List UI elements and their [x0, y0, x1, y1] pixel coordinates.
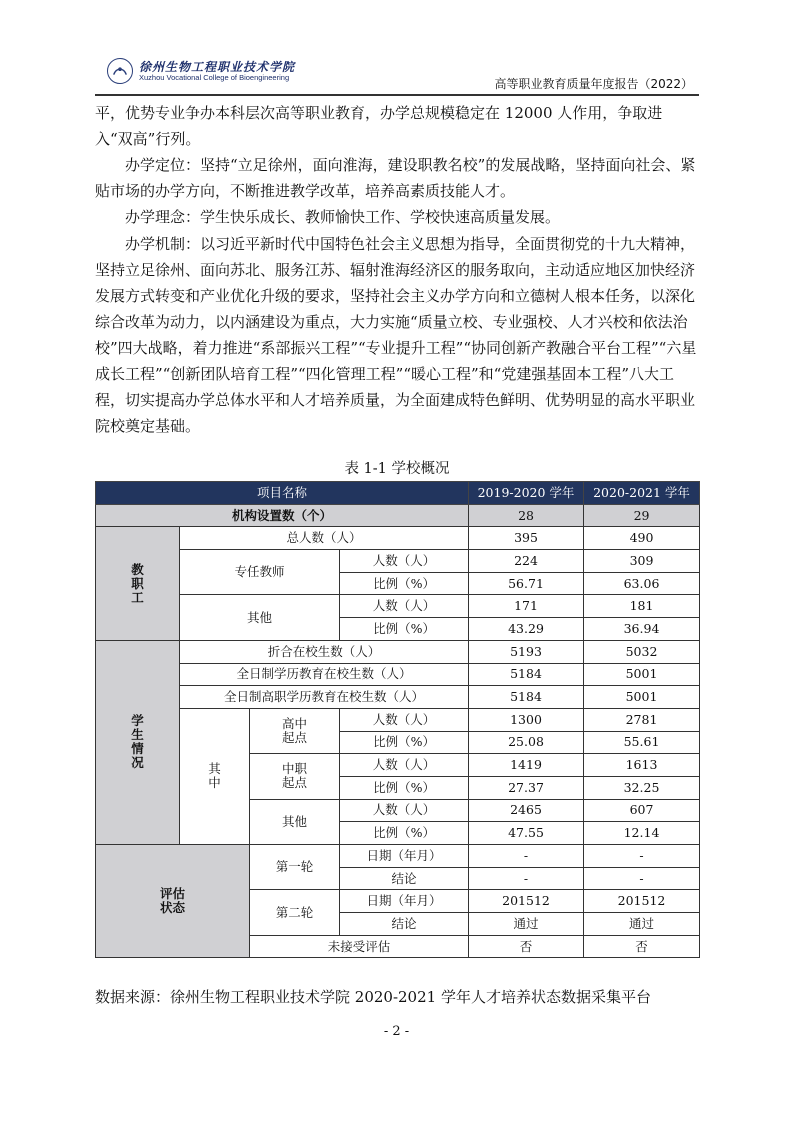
round2-label: 第二轮 [250, 890, 340, 935]
fulltime-ratio-label: 比例（%） [340, 572, 469, 595]
round1-date-label: 日期（年月） [340, 845, 469, 868]
header-item: 项目名称 [96, 482, 469, 505]
round1-date-y1: - [469, 845, 584, 868]
round1-result-y2: - [584, 867, 700, 890]
school-name-cn: 徐州生物工程职业技术学院 [139, 60, 296, 74]
staff-group-label: 教 职 工 [96, 527, 180, 640]
fulltime-degree-label: 全日制学历教育在校生数（人） [180, 663, 469, 686]
vocational-ratio-y1: 27.37 [469, 776, 584, 799]
table-row [96, 504, 700, 527]
other-ratio-label: 比例（%） [340, 618, 469, 641]
table-row [96, 845, 700, 868]
table-row [96, 708, 700, 731]
fulltime-count-y1: 224 [469, 550, 584, 573]
highschool-ratio-y2: 55.61 [584, 731, 700, 754]
round1-label: 第一轮 [250, 845, 340, 890]
highschool-ratio-label: 比例（%） [340, 731, 469, 754]
staff-total-label: 总人数（人） [180, 527, 469, 550]
vocational-count-y2: 1613 [584, 754, 700, 777]
other-ratio-y2: 36.94 [584, 618, 700, 641]
fulltime-count-y2: 309 [584, 550, 700, 573]
staff-total-y2: 490 [584, 527, 700, 550]
school-overview-table [95, 481, 700, 958]
other-student-count-label: 人数（人） [340, 799, 469, 822]
highschool-count-label: 人数（人） [340, 708, 469, 731]
paragraph-positioning: 办学定位：坚持“立足徐州，面向淮海，建设职教名校”的发展战略，坚持面向社会、紧贴市场的办学方向，不断推进教学改革，培养高素质技能人才。 [95, 156, 696, 200]
vocational-label: 中职 起点 [250, 754, 340, 799]
header-year-2: 2020-2021 学年 [584, 482, 700, 505]
table-row [96, 686, 700, 709]
header-year-1: 2019-2020 学年 [469, 482, 584, 505]
converted-label: 折合在校生数（人） [180, 640, 469, 663]
table-row [96, 550, 700, 573]
highschool-count-y1: 1300 [469, 708, 584, 731]
other-student-label: 其他 [250, 799, 340, 844]
vocational-ratio-y2: 32.25 [584, 776, 700, 799]
paragraph-mechanism: 办学机制：以习近平新时代中国特色社会主义思想为指导，全面贯彻党的十九大精神，坚持立足徐州、面向苏北、服务江苏、辐射淮海经济区的服务取向，主动适应地区加快经济发展方式转变和产业优化升级的要求，坚持社会主义办学方向和立德树人根本任务，以深化综合改革为动力，以内涵建设为重点，大力实施“质量立校、专业强校、人才兴校和依法治校”四大战略，着力推进“系部振兴工程”“专业提升工程”“协同创新产教融合平台工程”“六星成长工程”“创新团队培育工程”“四化管理工程”“暖心工程”和“党建强基固本工程”八大工程，切实提高办学总体水平和人才培养质量，为全面建成特色鲜明、优势明显的高水平职业院校奠定基础。 [95, 235, 697, 435]
other-staff-label: 其他 [180, 595, 340, 640]
fulltime-degree-y1: 5184 [469, 663, 584, 686]
org-y2: 29 [584, 504, 700, 527]
fulltime-higher-y1: 5184 [469, 686, 584, 709]
other-student-ratio-y2: 12.14 [584, 822, 700, 845]
table-row [96, 640, 700, 663]
round1-result-y1: - [469, 867, 584, 890]
page-header [95, 52, 699, 90]
report-title: 高等职业教育质量年度报告（2022） [494, 77, 693, 91]
round1-result-label: 结论 [340, 867, 469, 890]
fulltime-higher-label: 全日制高职学历教育在校生数（人） [180, 686, 469, 709]
school-name-en: Xuzhou Vocational College of Bioengineering [139, 73, 290, 82]
round2-date-y2: 201512 [584, 890, 700, 913]
vocational-count-y1: 1419 [469, 754, 584, 777]
converted-y1: 5193 [469, 640, 584, 663]
highschool-label: 高中 起点 [250, 708, 340, 753]
other-ratio-y1: 43.29 [469, 618, 584, 641]
highschool-count-y2: 2781 [584, 708, 700, 731]
table-header-row [96, 482, 700, 505]
other-student-ratio-label: 比例（%） [340, 822, 469, 845]
other-student-count-y2: 607 [584, 799, 700, 822]
fulltime-degree-y2: 5001 [584, 663, 700, 686]
fulltime-higher-y2: 5001 [584, 686, 700, 709]
other-student-count-y1: 2465 [469, 799, 584, 822]
table-row [96, 663, 700, 686]
table-caption: 表 1-1 学校概况 [344, 461, 450, 477]
no-eval-y1: 否 [469, 935, 584, 958]
other-student-ratio-y1: 47.55 [469, 822, 584, 845]
round2-result-y2: 通过 [584, 913, 700, 936]
no-eval-label: 未接受评估 [250, 935, 469, 958]
paragraph-1: 平，优势专业争办本科层次高等职业教育，办学总规模稳定在 12000 人作用，争取进入“双高”行列。 [95, 104, 663, 148]
round2-date-y1: 201512 [469, 890, 584, 913]
converted-y2: 5032 [584, 640, 700, 663]
table-row [96, 527, 700, 550]
round2-result-label: 结论 [340, 913, 469, 936]
fulltime-count-label: 人数（人） [340, 550, 469, 573]
no-eval-y2: 否 [584, 935, 700, 958]
org-y1: 28 [469, 504, 584, 527]
vocational-ratio-label: 比例（%） [340, 776, 469, 799]
among-label: 其 中 [180, 708, 250, 844]
header-divider [95, 94, 699, 96]
round1-date-y2: - [584, 845, 700, 868]
other-count-y1: 171 [469, 595, 584, 618]
fulltime-teacher-label: 专任教师 [180, 550, 340, 595]
round2-date-label: 日期（年月） [340, 890, 469, 913]
fulltime-ratio-y1: 56.71 [469, 572, 584, 595]
highschool-ratio-y1: 25.08 [469, 731, 584, 754]
paragraph-philosophy: 办学理念：学生快乐成长、教师愉快工作、学校快速高质量发展。 [125, 208, 561, 226]
round2-result-y1: 通过 [469, 913, 584, 936]
other-count-y2: 181 [584, 595, 700, 618]
page-number: - 2 - [383, 1024, 410, 1039]
fulltime-ratio-y2: 63.06 [584, 572, 700, 595]
data-source-note: 数据来源：徐州生物工程职业技术学院 2020-2021 学年人才培养状态数据采集平台 [95, 988, 651, 1006]
vocational-count-label: 人数（人） [340, 754, 469, 777]
eval-group-label: 评估 状态 [96, 845, 250, 958]
other-count-label: 人数（人） [340, 595, 469, 618]
students-group-label: 学 生 情 况 [96, 640, 180, 844]
org-label: 机构设置数（个） [96, 504, 469, 527]
table-row [96, 595, 700, 618]
staff-total-y1: 395 [469, 527, 584, 550]
school-logo-icon [107, 58, 133, 84]
